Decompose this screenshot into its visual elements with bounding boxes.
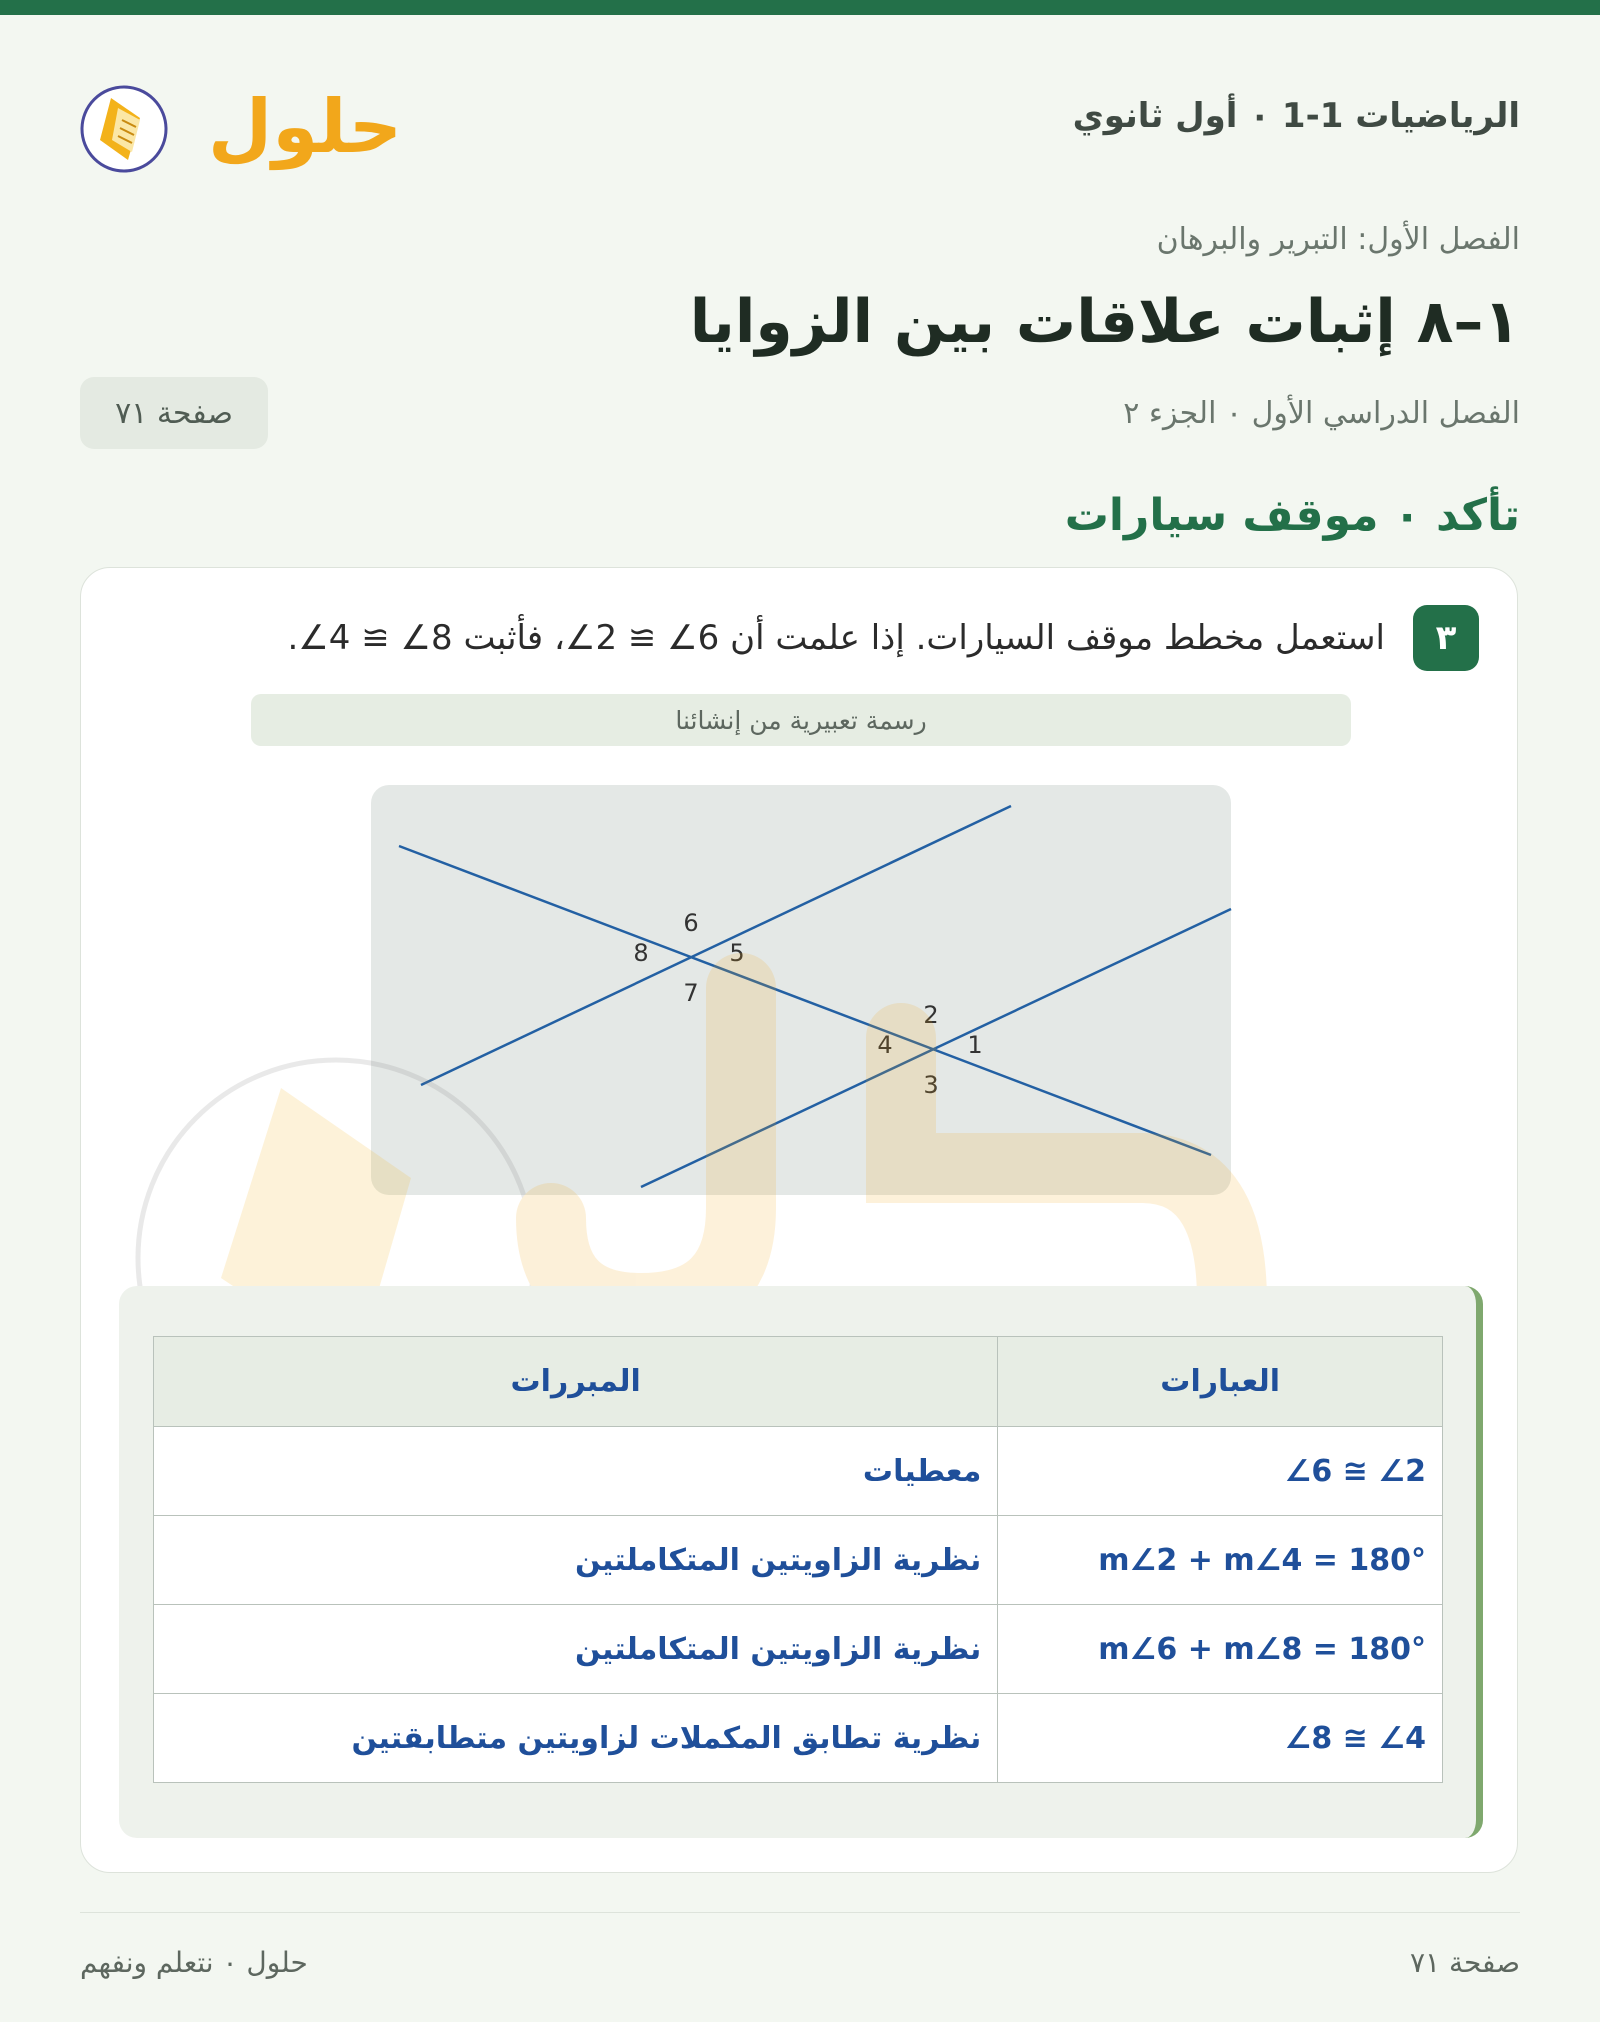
angle-label-1: 1	[967, 1031, 983, 1059]
term-label: الفصل الدراسي الأول ۰ الجزء ٢	[1123, 396, 1520, 431]
angle-label-8: 8	[633, 939, 649, 967]
footer-page-number: صفحة ٧١	[1409, 1946, 1520, 1979]
logo-text: حلول	[208, 84, 403, 170]
subject-label: الرياضيات 1-1 ۰ أول ثانوي	[1072, 96, 1520, 136]
statement-text: m∠6 + m∠8 = 180°	[1098, 1631, 1426, 1667]
proof-table	[153, 1336, 1443, 1783]
question-text: استعمل مخطط موقف السيارات. إذا علمت أن 6∠ ≅ 2∠، فأثبت 8∠ ≅ 4∠.	[287, 618, 1385, 658]
statement-cell	[998, 1516, 1443, 1605]
angle-label-5: 5	[729, 939, 745, 967]
section-heading: تأكد ۰ موقف سيارات	[1064, 490, 1520, 541]
reason-cell: نظرية الزاويتين المتكاملتين	[154, 1605, 998, 1694]
footer-tagline: حلول ۰ نتعلم ونفهم	[80, 1946, 308, 1979]
table-row	[154, 1427, 1443, 1516]
figure-caption: رسمة تعبيرية من إنشائنا	[251, 694, 1351, 746]
footer-divider	[80, 1912, 1520, 1913]
proof-table-container	[119, 1286, 1483, 1838]
angle-label-6: 6	[683, 909, 699, 937]
statement-cell	[998, 1605, 1443, 1694]
question-number-badge: ٣	[1413, 605, 1479, 671]
chapter-label: الفصل الأول: التبرير والبرهان	[1156, 222, 1520, 257]
statements-header: العبارات	[998, 1337, 1443, 1427]
top-accent-bar	[0, 0, 1600, 15]
proof-table-header-row	[154, 1337, 1443, 1427]
statement-text: ∠6 ≅ ∠2	[1284, 1453, 1426, 1489]
table-row	[154, 1516, 1443, 1605]
reason-cell: نظرية تطابق المكملات لزاويتين متطابقتين	[154, 1694, 998, 1783]
reasons-header: المبررات	[154, 1337, 998, 1427]
reason-cell: معطيات	[154, 1427, 998, 1516]
statement-cell	[998, 1694, 1443, 1783]
angle-label-2: 2	[923, 1001, 939, 1029]
angle-label-4: 4	[877, 1031, 893, 1059]
angle-label-3: 3	[923, 1071, 939, 1099]
parallel-line-upper	[421, 806, 1011, 1085]
table-row	[154, 1605, 1443, 1694]
reason-cell: نظرية الزاويتين المتكاملتين	[154, 1516, 998, 1605]
logo[interactable]	[78, 62, 403, 180]
table-row	[154, 1694, 1443, 1783]
angle-label-7: 7	[683, 979, 699, 1007]
page-title: ١–٨ إثبات علاقات بين الزوايا	[689, 287, 1520, 357]
statement-text: ∠8 ≅ ∠4	[1284, 1720, 1426, 1756]
statement-text: m∠2 + m∠4 = 180°	[1098, 1542, 1426, 1578]
page-badge: صفحة ٧١	[80, 377, 268, 449]
question-card	[80, 567, 1518, 1873]
statement-cell	[998, 1427, 1443, 1516]
parking-lot-diagram	[371, 785, 1231, 1195]
